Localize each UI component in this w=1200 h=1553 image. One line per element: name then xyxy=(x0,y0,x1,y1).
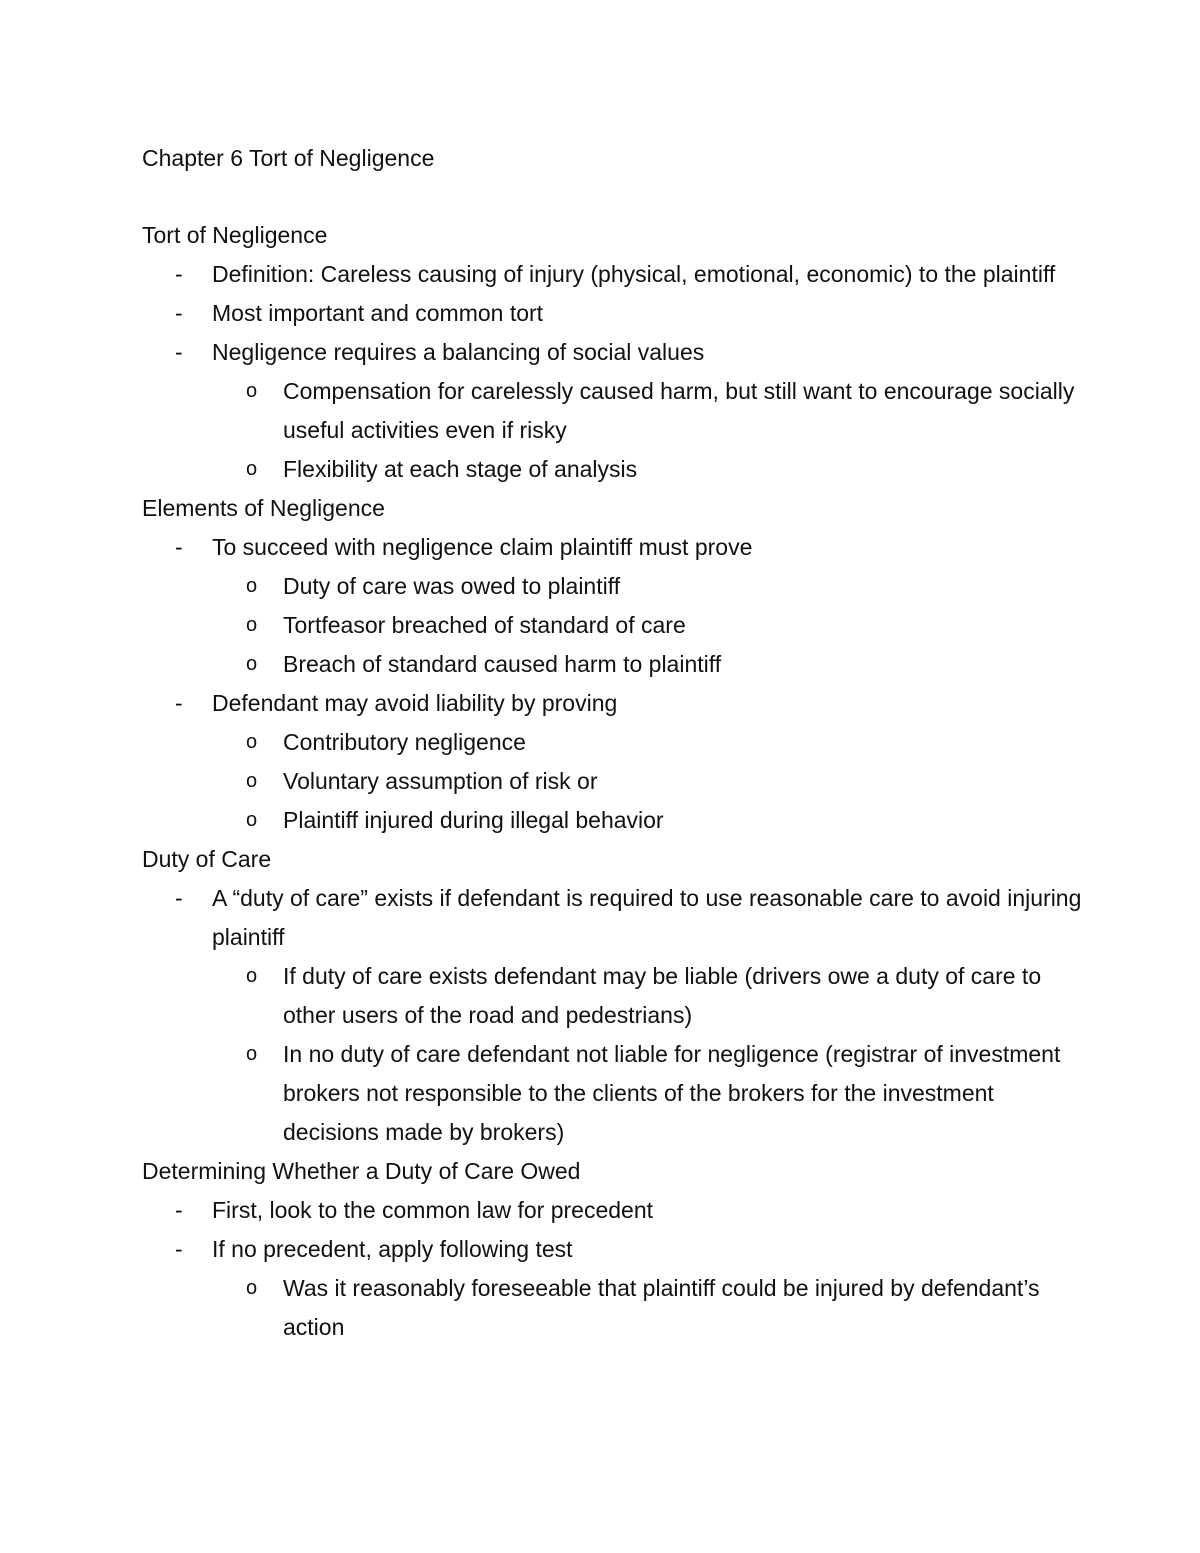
sub-bullet-text: In no duty of care defendant not liable for negligence (registrar of investment brokers not responsible to the clients of the brokers for the investment decisions made by brokers) xyxy=(283,1041,1061,1145)
bullet-text: A “duty of care” exists if defendant is required to use reasonable care to avoid injuring plaintiff xyxy=(212,885,1082,950)
circle-bullet-icon: o xyxy=(246,1043,258,1065)
circle-bullet-icon: o xyxy=(246,965,258,987)
section xyxy=(142,840,1082,1152)
sub-bullet-text: Duty of care was owed to plaintiff xyxy=(283,573,621,599)
document-title: Chapter 6 Tort of Negligence xyxy=(142,145,435,171)
circle-bullet-icon: o xyxy=(246,458,258,480)
bullet-item xyxy=(142,294,1082,333)
bullet-text: Most important and common tort xyxy=(212,300,544,326)
sub-bullet-text: Plaintiff injured during illegal behavior xyxy=(283,807,664,833)
bullet-text: To succeed with negligence claim plaintiff must prove xyxy=(212,534,753,560)
sub-bullet-item xyxy=(142,1269,1082,1347)
section xyxy=(142,216,1082,489)
bullet-item xyxy=(142,879,1082,957)
circle-bullet-icon: o xyxy=(246,770,258,792)
bullet-item xyxy=(142,1230,1082,1269)
circle-bullet-icon: o xyxy=(246,614,258,636)
sub-bullet-item xyxy=(142,762,1082,801)
dash-bullet-icon: - xyxy=(175,1197,183,1223)
document-page xyxy=(142,139,1082,1347)
section-heading: Duty of Care xyxy=(142,846,272,872)
bullet-text: Negligence requires a balancing of social values xyxy=(212,339,705,365)
sub-bullet-item xyxy=(142,450,1082,489)
circle-bullet-icon: o xyxy=(246,653,258,675)
bullet-text: If no precedent, apply following test xyxy=(212,1236,573,1262)
section xyxy=(142,489,1082,840)
sub-bullet-item xyxy=(142,606,1082,645)
sections-container xyxy=(142,216,1082,1347)
circle-bullet-icon: o xyxy=(246,809,258,831)
bullet-text: Defendant may avoid liability by proving xyxy=(212,690,618,716)
circle-bullet-icon: o xyxy=(246,380,258,402)
circle-bullet-icon: o xyxy=(246,1277,258,1299)
dash-bullet-icon: - xyxy=(175,534,183,560)
sub-bullet-text: Contributory negligence xyxy=(283,729,526,755)
bullet-text: Definition: Careless causing of injury (physical, emotional, economic) to the plaintiff xyxy=(212,261,1056,287)
bullet-text: First, look to the common law for precedent xyxy=(212,1197,654,1223)
sub-bullet-item xyxy=(142,723,1082,762)
sub-bullet-text: Breach of standard caused harm to plaintiff xyxy=(283,651,722,677)
dash-bullet-icon: - xyxy=(175,339,183,365)
sub-bullet-text: Tortfeasor breached of standard of care xyxy=(283,612,686,638)
dash-bullet-icon: - xyxy=(175,885,183,911)
sub-bullet-item xyxy=(142,1035,1082,1152)
dash-bullet-icon: - xyxy=(175,300,183,326)
circle-bullet-icon: o xyxy=(246,575,258,597)
sub-bullet-text: Flexibility at each stage of analysis xyxy=(283,456,638,482)
sub-bullet-item xyxy=(142,567,1082,606)
sub-bullet-text: If duty of care exists defendant may be liable (drivers owe a duty of care to other users of the road and pedestrians) xyxy=(283,963,1042,1028)
bullet-item xyxy=(142,528,1082,567)
bullet-item xyxy=(142,333,1082,372)
bullet-item xyxy=(142,684,1082,723)
dash-bullet-icon: - xyxy=(175,690,183,716)
section xyxy=(142,1152,1082,1347)
sub-bullet-text: Was it reasonably foreseeable that plaintiff could be injured by defendant’s action xyxy=(283,1275,1040,1340)
sub-bullet-item xyxy=(142,645,1082,684)
sub-bullet-text: Voluntary assumption of risk or xyxy=(283,768,598,794)
sub-bullet-text: Compensation for carelessly caused harm, but still want to encourage socially useful activities even if risky xyxy=(283,378,1075,443)
sub-bullet-item xyxy=(142,801,1082,840)
section-heading: Determining Whether a Duty of Care Owed xyxy=(142,1158,581,1184)
dash-bullet-icon: - xyxy=(175,1236,183,1262)
dash-bullet-icon: - xyxy=(175,261,183,287)
bullet-item xyxy=(142,255,1082,294)
sub-bullet-item xyxy=(142,957,1082,1035)
section-heading: Elements of Negligence xyxy=(142,495,385,521)
sub-bullet-item xyxy=(142,372,1082,450)
circle-bullet-icon: o xyxy=(246,731,258,753)
section-heading: Tort of Negligence xyxy=(142,222,328,248)
bullet-item xyxy=(142,1191,1082,1230)
